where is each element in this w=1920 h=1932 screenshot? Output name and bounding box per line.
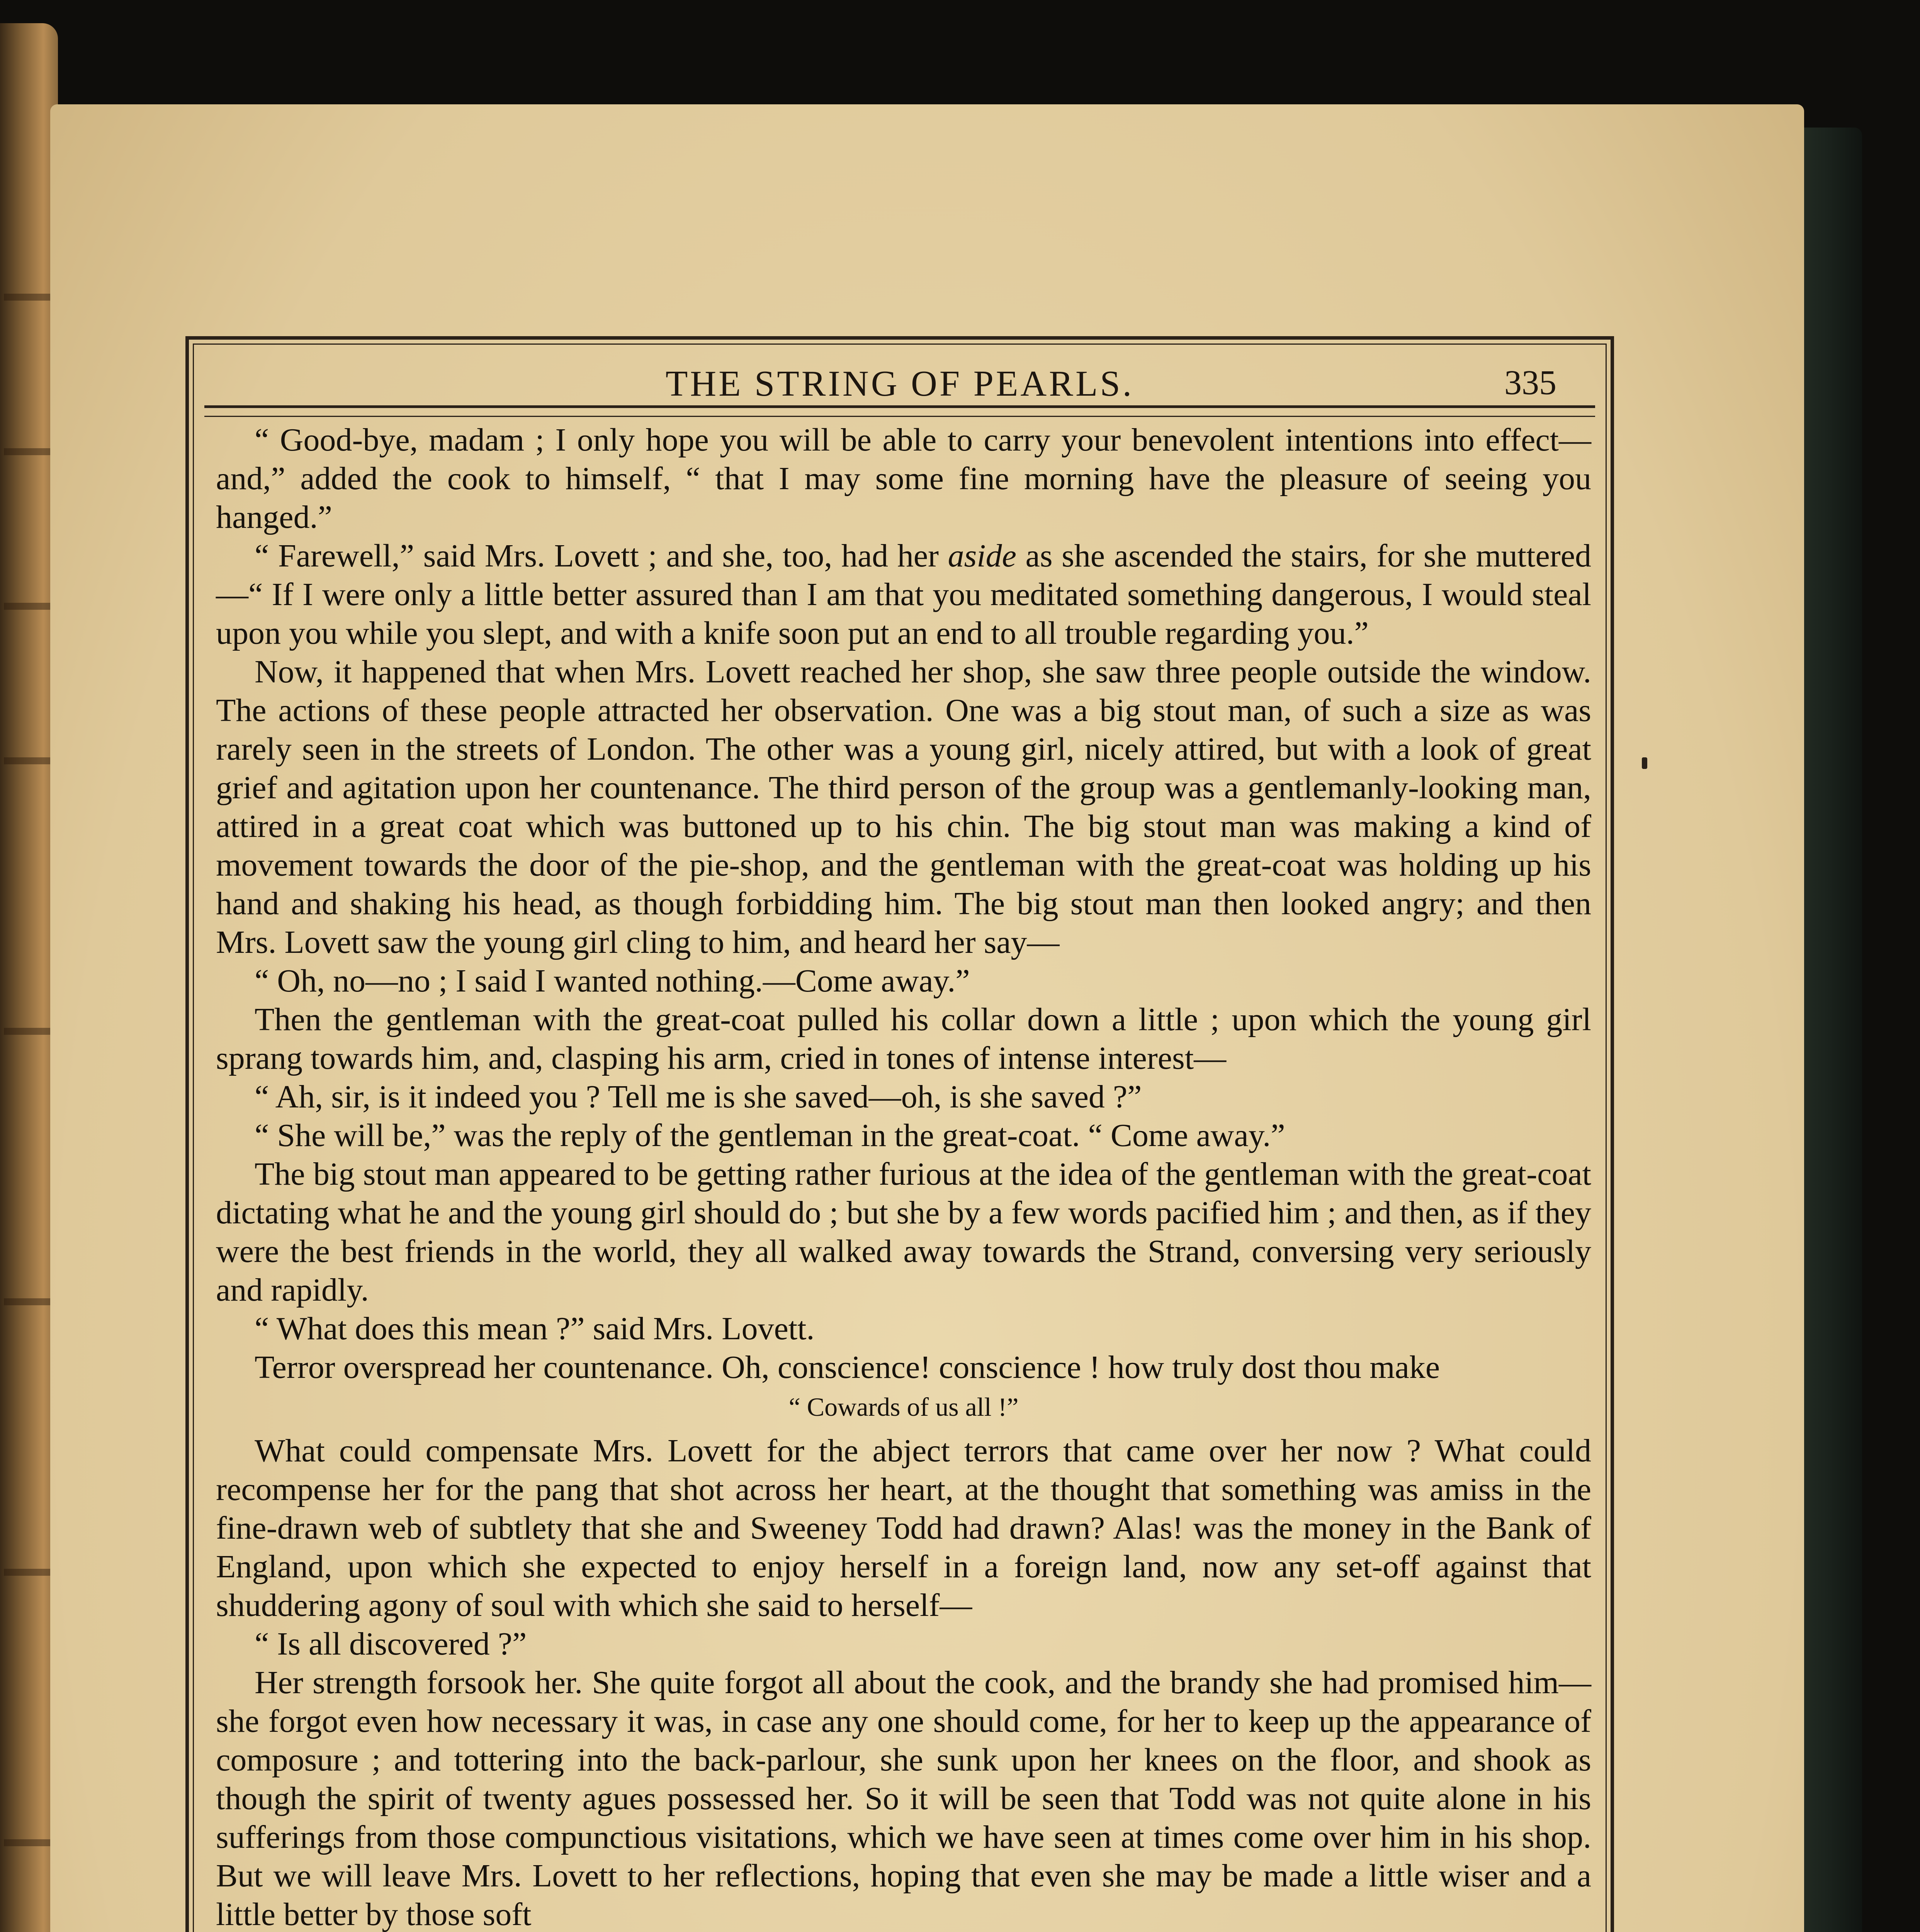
header-rule xyxy=(204,405,1595,417)
paragraph: “ She will be,” was the reply of the gentleman in the great-coat. “ Come away.” xyxy=(255,1117,1285,1153)
text-span: “ Farewell,” said Mrs. Lovett ; and she, too, had her xyxy=(255,538,948,574)
page-header xyxy=(189,347,1611,404)
facing-page-edge xyxy=(0,23,58,1932)
paragraph: Her strength forsook her. She quite forgot all about the cook, and the brandy she had promised him—she forgot even how necessary it was, in case any one should come, for her to keep up the appearance of composure ; and tottering into the back-parlour, she sunk upon her knees on the floor, and shook as though the spirit of twenty agues possessed her. So it will be seen that Todd was not quite alone in his sufferings from those compunctious visitations, which we have seen at times come over him in his shop. But we will leave Mrs. Lovett to her reflections, hoping that even she may be made a little wiser and a little better by those soft xyxy=(216,1665,1591,1932)
page-number: 335 xyxy=(1504,364,1556,402)
text-span: as she ascended the stairs, for she muttered—“ If I were only a little better assured than I am that you meditated something dangerous, I would steal upon you while you slept, and with a knife soon put an end to all trouble regarding you.” xyxy=(216,538,1591,651)
body-text xyxy=(216,421,1591,1932)
paragraph: Then the gentleman with the great-coat pulled his collar down a little ; upon which the young girl sprang towards him, and, clasping his arm, cried in tones of intense interest— xyxy=(216,1002,1591,1076)
block-quote: “ Cowards of us all !” xyxy=(788,1392,1019,1422)
book-page xyxy=(50,104,1804,1932)
italic-word: aside xyxy=(948,538,1016,574)
running-title: THE STRING OF PEARLS. xyxy=(665,364,1134,404)
paragraph: “ Is all discovered ?” xyxy=(255,1626,527,1662)
paragraph xyxy=(216,537,1591,653)
paragraph: What could compensate Mrs. Lovett for the abject terrors that came over her now ? What could recompense her for the pang that shot across her heart, at the thought that something was amiss in the fine-drawn web of subtlety that she and Sweeney Todd had drawn? Alas! was the money in the Bank of England, upon which she expected to enjoy herself in a foreign land, now any set-off against that shuddering agony of soul with which she said to herself— xyxy=(216,1433,1591,1623)
ink-speck xyxy=(1642,757,1647,769)
paragraph: “ Oh, no—no ; I said I wanted nothing.—Come away.” xyxy=(255,963,970,999)
paragraph: The big stout man appeared to be getting rather furious at the idea of the gentleman with the great-coat dictating what he and the young girl should do ; but she by a few words pacified him ; and then, as if they were the best friends in the world, they all walked away towards the Strand, conversing very seriously and rapidly. xyxy=(216,1156,1591,1308)
paragraph: Now, it happened that when Mrs. Lovett reached her shop, she saw three people outside the window. The actions of these people attracted her observation. One was a big stout man, of such a size as was rarely seen in the streets of London. The other was a young girl, nicely attired, but with a look of great grief and agitation upon her countenance. The third person of the group was a gentlemanly-looking man, attired in a great coat which was buttoned up to his chin. The big stout man was making a kind of movement towards the door of the pie-shop, and the gentleman with the great-coat was holding up his hand and shaking his head, as though forbidding him. The big stout man then looked angry; and then Mrs. Lovett saw the young girl cling to him, and heard her say— xyxy=(216,654,1591,960)
paragraph: “ Ah, sir, is it indeed you ? Tell me is she saved—oh, is she saved ?” xyxy=(255,1079,1142,1115)
text-frame xyxy=(185,336,1614,1932)
paragraph: “ Good-bye, madam ; I only hope you will be able to carry your benevolent intentions into effect—and,” added the cook to himself, “ that I may some fine morning have the pleasure of seeing you hanged.” xyxy=(216,422,1591,535)
paragraph: Terror overspread her countenance. Oh, conscience! conscience ! how truly dost thou make xyxy=(255,1349,1440,1385)
paragraph: “ What does this mean ?” said Mrs. Lovett. xyxy=(255,1311,815,1347)
